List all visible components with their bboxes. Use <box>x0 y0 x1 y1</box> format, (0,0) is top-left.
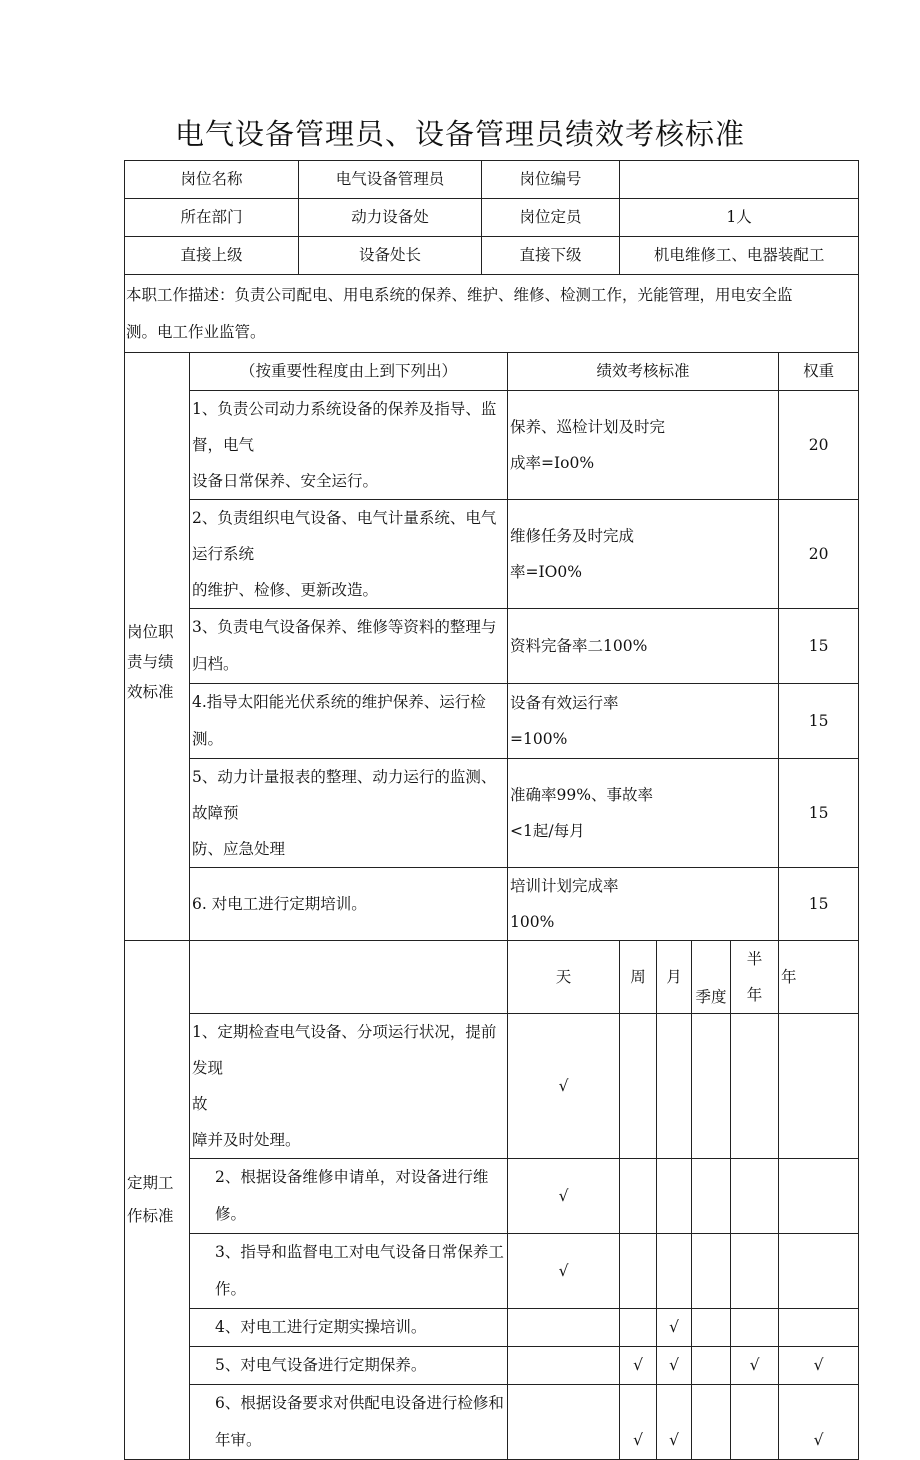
header-half-year <box>731 941 779 1014</box>
duty-text <box>190 391 508 500</box>
check-day <box>508 1385 620 1460</box>
duty-weight: 20 <box>779 391 859 500</box>
duty-line: 1、负责公司动力系统设备的保养及指导、监督，电气 <box>192 400 497 454</box>
check-half-year <box>731 1309 779 1347</box>
periodic-text <box>190 1159 508 1234</box>
periodic-text <box>190 1014 508 1159</box>
duty-weight-header: 权重 <box>779 353 859 391</box>
header-week: 周 <box>620 941 657 1014</box>
check-month <box>657 1014 692 1159</box>
post-name-label: 岗位名称 <box>125 161 299 199</box>
check-half-year <box>731 1234 779 1309</box>
periodic-line: 3、指导和监督电工对电气设备日常保养工作。 <box>215 1243 504 1298</box>
duty-line: 4.指导太阳能光伏系统的维护保养、运行检测。 <box>192 693 486 748</box>
check-half-year <box>731 1014 779 1159</box>
section-label-line: 定期工 <box>127 1174 174 1192</box>
check-day <box>508 1347 620 1385</box>
duty-standard <box>508 868 779 941</box>
periodic-line: 6、根据设备要求对供配电设备进行检修和年审。 <box>215 1394 504 1449</box>
info-row <box>125 199 859 237</box>
check-quarter <box>692 1014 731 1159</box>
check-week: √ <box>620 1347 657 1385</box>
check-year <box>779 1159 859 1234</box>
duty-line: 5、动力计量报表的整理、动力运行的监测、故障预 <box>192 768 497 822</box>
duty-text <box>190 759 508 868</box>
duty-weight: 15 <box>779 868 859 941</box>
superior-label: 直接上级 <box>125 237 299 275</box>
check-year: √ <box>779 1347 859 1385</box>
duty-line: 的维护、检修、更新改造。 <box>192 581 379 599</box>
periodic-line: 故 <box>192 1095 208 1113</box>
check-week <box>620 1309 657 1347</box>
superior-value: 设备处长 <box>299 237 482 275</box>
periodic-section-label <box>125 941 190 1460</box>
periodic-text <box>190 1309 508 1347</box>
duty-order-header: （按重要性程度由上到下列出） <box>190 353 508 391</box>
header-quarter: 季度 <box>692 941 731 1014</box>
check-month: √ <box>657 1385 692 1460</box>
check-week <box>620 1014 657 1159</box>
check-quarter <box>692 1234 731 1309</box>
check-quarter <box>692 1385 731 1460</box>
check-year <box>779 1234 859 1309</box>
duty-text <box>190 500 508 609</box>
check-month <box>657 1159 692 1234</box>
duty-header-row <box>125 353 859 391</box>
periodic-row <box>125 1347 859 1385</box>
duty-text <box>190 684 508 759</box>
post-no-value <box>620 161 859 199</box>
dept-label: 所在部门 <box>125 199 299 237</box>
periodic-line: 1、定期检查电气设备、分项运行状况，提前发现 <box>192 1023 497 1077</box>
periodic-row <box>125 1014 859 1159</box>
check-quarter <box>692 1347 731 1385</box>
section-label-line: 作标准 <box>127 1207 174 1225</box>
header-day: 天 <box>508 941 620 1014</box>
duty-weight: 20 <box>779 500 859 609</box>
dept-value: 动力设备处 <box>299 199 482 237</box>
header-month: 月 <box>657 941 692 1014</box>
standard-line: 培训计划完成率 <box>510 877 619 895</box>
periodic-text <box>190 1385 508 1460</box>
check-half-year: √ <box>731 1347 779 1385</box>
half-line: 半 <box>746 950 763 968</box>
standard-line: 设备有效运行率 <box>510 694 619 712</box>
check-year <box>779 1309 859 1347</box>
periodic-text <box>190 1347 508 1385</box>
section-label-line: 岗位职 <box>127 622 174 641</box>
description-row <box>125 275 859 353</box>
duty-line: 2、负责组织电气设备、电气计量系统、电气运行系统 <box>192 509 497 563</box>
duty-standard <box>508 500 779 609</box>
duty-standard-header: 绩效考核标准 <box>508 353 779 391</box>
standard-line: 100% <box>510 913 555 931</box>
check-month: √ <box>657 1309 692 1347</box>
duty-weight: 15 <box>779 684 859 759</box>
quota-value: 1人 <box>620 199 859 237</box>
duty-row <box>125 391 859 500</box>
quota-label: 岗位定员 <box>482 199 620 237</box>
info-row <box>125 161 859 199</box>
periodic-line: 4、对电工进行定期实操培训。 <box>215 1318 427 1336</box>
standard-line: =100% <box>510 730 568 748</box>
half-line: 年 <box>746 986 763 1004</box>
duty-text <box>190 609 508 684</box>
post-name-value: 电气设备管理员 <box>299 161 482 199</box>
periodic-line: 5、对电气设备进行定期保养。 <box>215 1356 427 1374</box>
page-title: 电气设备管理员、设备管理员绩效考核标准 <box>174 117 745 151</box>
duty-standard <box>508 759 779 868</box>
job-description <box>125 275 859 353</box>
check-year: √ <box>779 1385 859 1460</box>
check-day: √ <box>508 1159 620 1234</box>
assessment-table <box>124 160 859 1460</box>
section-label-line: 责与绩 <box>127 652 174 671</box>
standard-line: 成率=Io0% <box>510 454 595 472</box>
standard-line: 准确率99%、事故率 <box>510 786 653 804</box>
info-row <box>125 237 859 275</box>
duty-section-label <box>125 353 190 941</box>
periodic-header-row <box>125 941 859 1014</box>
check-month: √ <box>657 1347 692 1385</box>
duty-weight: 15 <box>779 759 859 868</box>
duty-row <box>125 759 859 868</box>
section-label-line: 效标准 <box>127 682 174 701</box>
duty-line: 3、负责电气设备保养、维修等资料的整理与归档。 <box>192 618 497 673</box>
post-no-label: 岗位编号 <box>482 161 620 199</box>
periodic-row <box>125 1309 859 1347</box>
check-week <box>620 1159 657 1234</box>
subordinate-value: 机电维修工、电器装配工 <box>620 237 859 275</box>
duty-row <box>125 500 859 609</box>
check-half-year <box>731 1159 779 1234</box>
duty-row <box>125 868 859 941</box>
duty-weight: 15 <box>779 609 859 684</box>
standard-line: 资料完备率二100% <box>510 636 648 655</box>
duty-line: 防、应急处理 <box>192 840 286 858</box>
subordinate-label: 直接下级 <box>482 237 620 275</box>
duty-standard <box>508 609 779 684</box>
periodic-text <box>190 1234 508 1309</box>
duty-standard <box>508 684 779 759</box>
duty-text <box>190 868 508 941</box>
check-week <box>620 1234 657 1309</box>
description-line: 本职工作描述：负责公司配电、用电系统的保养、维护、维修、检测工作，光能管理，用电安全监 <box>126 285 793 304</box>
standard-line: 率=IO0% <box>510 563 582 581</box>
check-quarter <box>692 1159 731 1234</box>
check-quarter <box>692 1309 731 1347</box>
standard-line: 维修任务及时完成 <box>510 527 635 545</box>
duty-standard <box>508 391 779 500</box>
duty-line: 6. 对电工进行定期培训。 <box>192 894 367 913</box>
standard-line: 保养、巡检计划及时完 <box>510 418 666 436</box>
periodic-blank-header <box>190 941 508 1014</box>
duty-row <box>125 684 859 759</box>
description-line: 测。电工作业监管。 <box>126 322 266 341</box>
check-year <box>779 1014 859 1159</box>
periodic-row <box>125 1385 859 1460</box>
periodic-line: 障并及时处理。 <box>192 1131 301 1149</box>
periodic-row <box>125 1234 859 1309</box>
standard-line: <1起/每月 <box>510 822 585 840</box>
header-year: 年 <box>779 941 859 1014</box>
check-day: √ <box>508 1234 620 1309</box>
periodic-line: 2、根据设备维修申请单，对设备进行维修。 <box>215 1168 489 1223</box>
periodic-row <box>125 1159 859 1234</box>
check-half-year <box>731 1385 779 1460</box>
check-week: √ <box>620 1385 657 1460</box>
check-day <box>508 1309 620 1347</box>
check-month <box>657 1234 692 1309</box>
duty-row <box>125 609 859 684</box>
duty-line: 设备日常保养、安全运行。 <box>192 472 379 490</box>
check-day: √ <box>508 1014 620 1159</box>
